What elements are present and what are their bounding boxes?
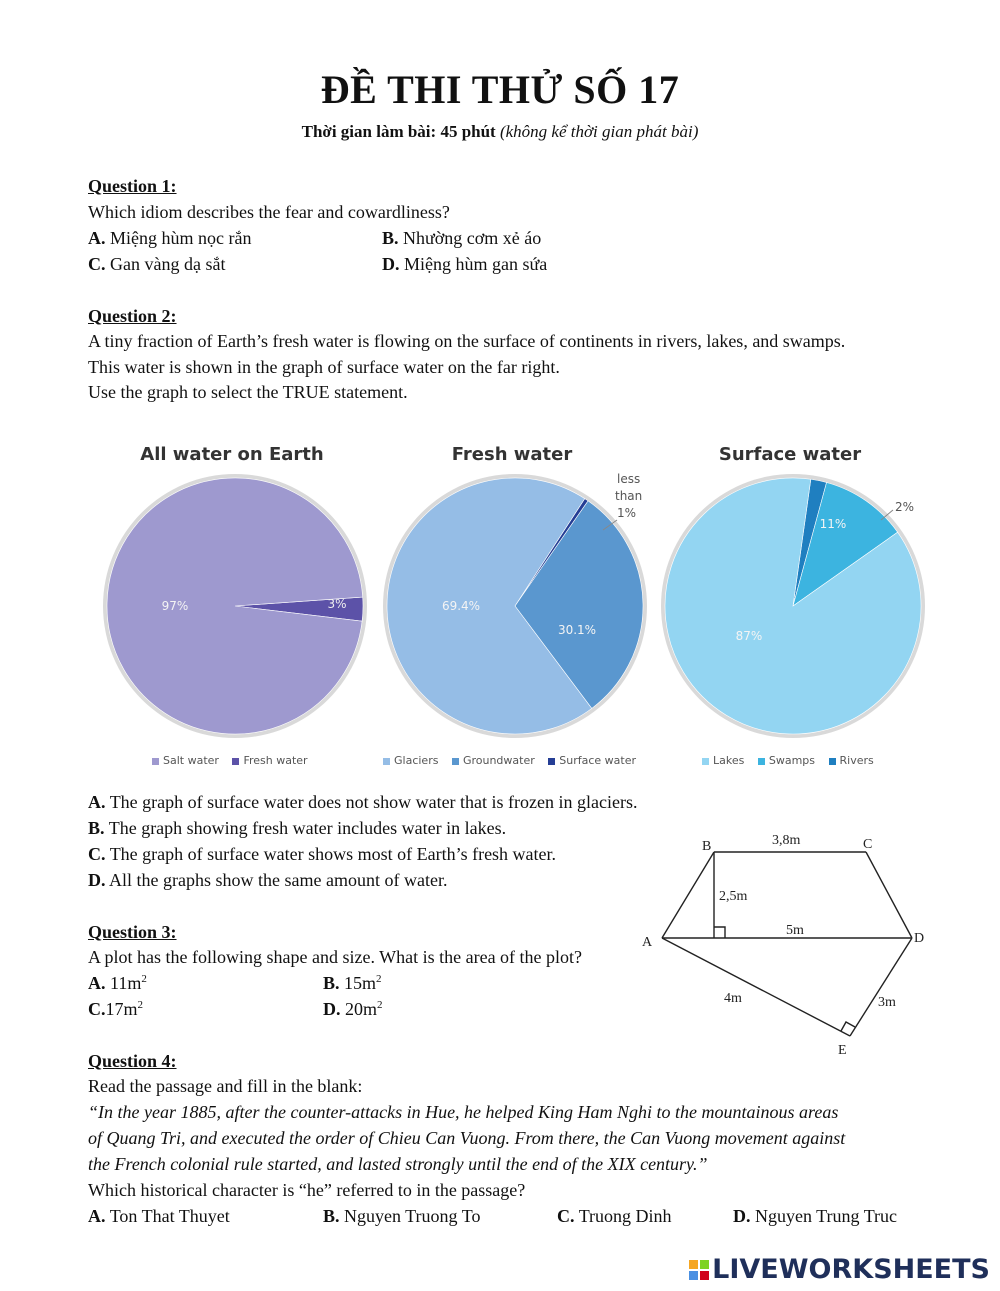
option-text: Miệng hùm gan sứa	[404, 254, 548, 274]
passage-line-3: the French colonial rule started, and lasted strongly until the end of the XIX century.”	[88, 1154, 708, 1174]
chart-1-title: All water on Earth	[140, 444, 324, 465]
option-text: Gan vàng dạ sắt	[110, 254, 226, 274]
q4-option-b[interactable]	[323, 1206, 480, 1227]
q3-option-a[interactable]	[88, 973, 147, 994]
option-text: Nhường cơm xẻ áo	[403, 228, 542, 248]
point-b-label: B	[702, 839, 712, 854]
option-exponent: 2	[137, 999, 144, 1011]
page-title: ĐỀ THI THỬ SỐ 17	[320, 67, 680, 112]
passage-line-2: of Quang Tri, and executed the order of Chieu Can Vuong. From there, the Can Vuong movement against	[88, 1128, 846, 1148]
pie-label: 97%	[161, 599, 189, 613]
q1-option-c[interactable]	[88, 254, 225, 275]
option-letter: A.	[88, 1206, 106, 1226]
edge-ae	[662, 938, 850, 1036]
legend-item	[829, 754, 874, 767]
question-3-heading: Question 3:	[88, 922, 177, 942]
logo-icon	[689, 1260, 709, 1280]
legend-label: Rivers	[839, 754, 874, 767]
option-letter: C.	[88, 254, 106, 274]
legend-item	[758, 754, 815, 767]
question-1-text: Which idiom describes the fear and cowardliness?	[88, 202, 450, 222]
pie-label-pct: 1%	[617, 506, 637, 520]
legend-item	[232, 754, 307, 767]
option-text: All the graphs show the same amount of water.	[109, 870, 448, 890]
legend-label: Lakes	[713, 754, 745, 767]
q1-option-b[interactable]	[382, 228, 541, 249]
q3-option-b[interactable]	[323, 973, 382, 994]
legend-label: Glaciers	[394, 754, 439, 767]
height-length: 2,5m	[719, 889, 748, 904]
bc-length: 3,8m	[772, 833, 801, 848]
time-info	[0, 122, 1000, 142]
option-letter: A.	[88, 228, 106, 248]
option-exponent: 2	[141, 973, 147, 985]
legend-item	[152, 754, 219, 767]
legend-swatch	[152, 758, 159, 765]
question-1-heading: Question 1:	[88, 176, 177, 196]
legend-swatch	[758, 758, 765, 765]
legend-label: Swamps	[768, 754, 816, 767]
pie-label: 11%	[819, 517, 847, 531]
chart-3-legend	[702, 754, 884, 767]
legend-item	[452, 754, 535, 767]
legend-swatch	[232, 758, 239, 765]
q4-option-a[interactable]	[88, 1206, 230, 1227]
question-2-line-3: Use the graph to select the TRUE statement.	[88, 382, 408, 402]
option-letter: A.	[88, 792, 106, 812]
plot-diagram	[636, 828, 936, 1060]
q2-option-c[interactable]	[88, 844, 556, 865]
q1-option-a[interactable]	[88, 228, 251, 249]
point-d-label: D	[914, 931, 925, 946]
passage-line-1: “In the year 1885, after the counter-attacks in Hue, he helped King Ham Nghi to the mountainous areas	[88, 1102, 839, 1122]
time-label: Thời gian làm bài: 45 phút	[301, 122, 496, 141]
option-letter: D.	[382, 254, 400, 274]
liveworksheets-logo	[689, 1254, 990, 1285]
question-2-heading: Question 2:	[88, 306, 177, 326]
question-3-text: A plot has the following shape and size. What is the area of the plot?	[88, 947, 583, 967]
option-letter: C.	[557, 1206, 575, 1226]
legend-swatch	[383, 758, 390, 765]
legend-item	[383, 754, 438, 767]
ed-length: 3m	[878, 995, 896, 1010]
pie-label: 30.1%	[557, 623, 597, 637]
pie-label: 87%	[735, 629, 763, 643]
question-2-line-2: This water is shown in the graph of surface water on the far right.	[88, 357, 560, 377]
option-letter: C.	[88, 844, 106, 864]
option-text: 11m	[110, 973, 142, 993]
right-angle-marker-e	[841, 1022, 855, 1031]
option-letter: D.	[323, 999, 341, 1019]
chart-1-legend	[152, 754, 318, 767]
legend-item	[548, 754, 636, 767]
option-letter: B.	[323, 1206, 340, 1226]
q4-option-c[interactable]	[557, 1206, 672, 1227]
chart-3-title: Surface water	[718, 444, 862, 465]
pie-label-less: less	[617, 472, 641, 486]
edge-ed	[850, 938, 912, 1036]
point-e-label: E	[838, 1043, 847, 1058]
q1-option-d[interactable]	[382, 254, 547, 275]
chart-2-title: Fresh water	[451, 444, 573, 465]
option-text: Nguyen Trung Truc	[755, 1206, 898, 1226]
option-letter: B.	[382, 228, 399, 248]
chart-2-legend	[383, 754, 646, 767]
option-letter: D.	[88, 870, 106, 890]
question-4-text: Which historical character is “he” referred to in the passage?	[88, 1180, 526, 1200]
question-4-heading: Question 4:	[88, 1051, 177, 1071]
option-letter: B.	[323, 973, 340, 993]
legend-swatch	[702, 758, 709, 765]
ad-length: 5m	[786, 923, 804, 938]
q2-option-b[interactable]	[88, 818, 506, 839]
option-text: 17m	[105, 999, 138, 1019]
option-text: The graph showing fresh water includes water in lakes.	[108, 818, 507, 838]
option-letter: A.	[88, 973, 106, 993]
legend-item	[702, 754, 744, 767]
option-letter: C.	[88, 999, 106, 1019]
pie-label-rivers: 2%	[895, 500, 915, 514]
q3-option-c[interactable]	[88, 999, 143, 1020]
edge-ab	[662, 852, 714, 938]
option-text: Miệng hùm nọc rắn	[110, 228, 252, 248]
option-letter: D.	[733, 1206, 751, 1226]
legend-swatch	[548, 758, 555, 765]
option-text: 20m	[345, 999, 378, 1019]
question-4-intro: Read the passage and fill in the blank:	[88, 1076, 363, 1096]
time-note: (không kể thời gian phát bài)	[499, 122, 699, 141]
legend-label: Fresh water	[243, 754, 308, 767]
point-a-label: A	[642, 935, 653, 950]
pie-label: 3%	[327, 597, 347, 611]
pie-label-than: than	[615, 489, 643, 503]
edge-cd	[866, 852, 912, 938]
q2-option-a[interactable]	[88, 792, 638, 813]
option-letter: B.	[88, 818, 105, 838]
option-exponent: 2	[376, 973, 382, 985]
option-text: Nguyen Truong To	[344, 1206, 481, 1226]
ae-length: 4m	[724, 991, 742, 1006]
question-2-line-1: A tiny fraction of Earth’s fresh water is flowing on the surface of continents in rivers, lakes, and swamps.	[88, 331, 846, 351]
q2-option-d[interactable]	[88, 870, 447, 891]
q3-option-d[interactable]	[323, 999, 383, 1020]
option-text: Truong Dinh	[578, 1206, 672, 1226]
legend-label: Groundwater	[462, 754, 535, 767]
option-text: The graph of surface water does not show water that is frozen in glaciers.	[109, 792, 638, 812]
legend-label: Surface water	[559, 754, 637, 767]
option-text: The graph of surface water shows most of Earth’s fresh water.	[109, 844, 557, 864]
q4-option-d[interactable]	[733, 1206, 897, 1227]
option-text: Ton That Thuyet	[109, 1206, 230, 1226]
option-text: 15m	[344, 973, 377, 993]
right-angle-marker-h	[714, 927, 725, 938]
legend-swatch	[452, 758, 459, 765]
pie-charts	[95, 462, 935, 772]
pie-label: 69.4%	[441, 599, 481, 613]
point-c-label: C	[863, 837, 873, 852]
logo-text: LIVEWORKSHEETS	[712, 1254, 990, 1285]
legend-swatch	[829, 758, 836, 765]
option-exponent: 2	[377, 999, 383, 1011]
legend-label: Salt water	[163, 754, 219, 767]
